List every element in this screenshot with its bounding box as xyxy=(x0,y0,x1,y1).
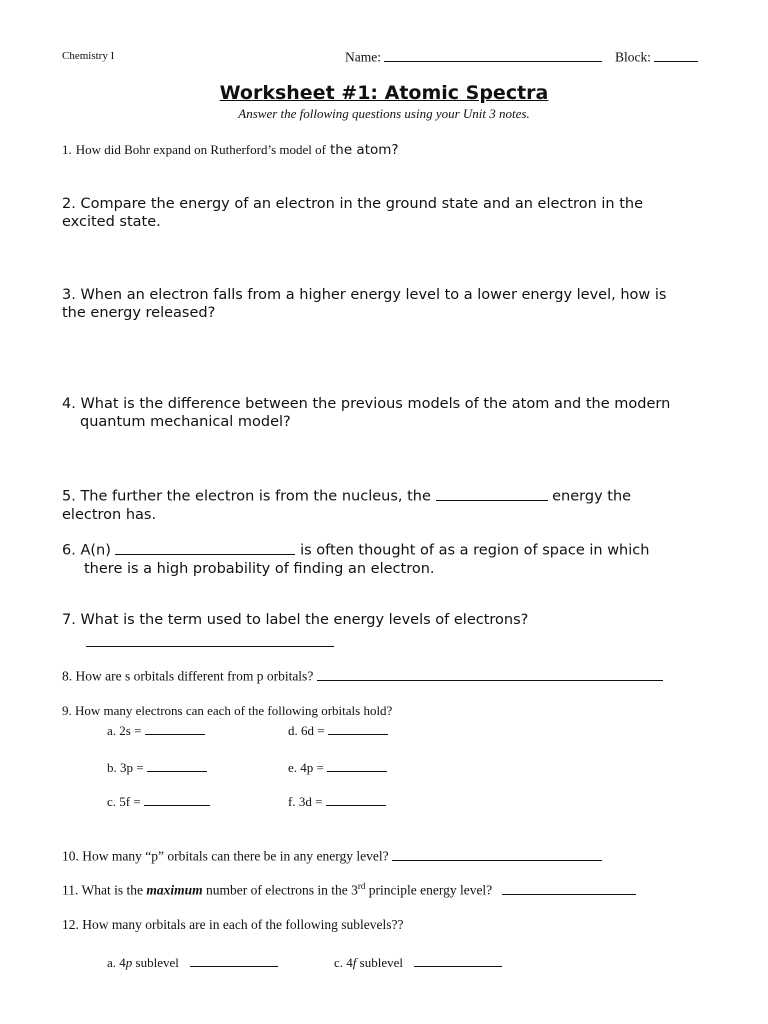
q8-text: 8. How are s orbitals different from p orbitals? xyxy=(62,668,314,684)
q9-e-label: e. 4p = xyxy=(288,760,324,775)
q9-f-label: f. 3d = xyxy=(288,794,323,809)
q12-a-suffix: sublevel xyxy=(132,955,179,970)
block-blank[interactable] xyxy=(654,47,698,62)
q6-text-start: 6. A(n) xyxy=(62,542,111,559)
q2-line1: 2. Compare the energy of an electron in the ground state and an electron in the xyxy=(62,196,643,212)
q3-line1: 3. When an electron falls from a higher energy level to a lower energy level, how is xyxy=(62,287,667,303)
q11-blank[interactable] xyxy=(502,880,636,895)
q9-item-b xyxy=(107,758,207,776)
question-6 xyxy=(62,539,649,578)
course-label: Chemistry I xyxy=(62,50,115,62)
question-7 xyxy=(62,611,528,652)
q1-text-end: the atom? xyxy=(329,142,399,158)
q5-text-start: 5. The further the electron is from the nucleus, the xyxy=(62,488,431,505)
question-2 xyxy=(62,195,643,231)
q11-superscript: rd xyxy=(357,881,366,891)
q9-item-f xyxy=(288,792,386,810)
q6-line2: there is a high probability of finding an electron. xyxy=(84,560,435,577)
q9-b-label: b. 3p = xyxy=(107,760,144,775)
q9-a-label: a. 2s = xyxy=(107,723,142,738)
q9-a-blank[interactable] xyxy=(145,721,205,735)
q12-a-prefix: a. 4 xyxy=(107,955,126,970)
q1-text: How did Bohr expand on Rutherford’s model of xyxy=(75,142,326,157)
q9-item-c xyxy=(107,792,210,810)
q9-c-blank[interactable] xyxy=(144,792,210,806)
q12-c-suffix: sublevel xyxy=(356,955,403,970)
question-9: 9. How many electrons can each of the following orbitals hold? xyxy=(62,703,393,718)
q9-item-a xyxy=(107,721,205,739)
question-3 xyxy=(62,286,666,322)
q8-blank[interactable] xyxy=(317,666,663,681)
q9-d-blank[interactable] xyxy=(328,721,388,735)
block-field[interactable] xyxy=(615,47,698,66)
q10-blank[interactable] xyxy=(392,846,602,861)
q9-item-e xyxy=(288,758,387,776)
block-label: Block: xyxy=(615,49,651,65)
q12-c-var: f xyxy=(352,955,357,970)
page-title: Worksheet #1: Atomic Spectra xyxy=(219,82,549,104)
question-4 xyxy=(62,395,670,431)
q12-item-c xyxy=(334,953,502,971)
q12-c-prefix: c. 4 xyxy=(334,955,353,970)
name-blank[interactable] xyxy=(384,47,602,62)
question-5 xyxy=(62,485,631,524)
name-field[interactable] xyxy=(345,47,602,66)
q9-item-d xyxy=(288,721,388,739)
question-8 xyxy=(62,666,663,685)
q9-b-blank[interactable] xyxy=(147,758,207,772)
page-subtitle: Answer the following questions using your Unit 3 notes. xyxy=(238,106,530,121)
q11-emphasis: maximum xyxy=(146,882,203,898)
q12-a-blank[interactable] xyxy=(190,953,278,967)
q11-text-start: 11. What is the xyxy=(62,882,143,898)
q3-line2: the energy released? xyxy=(62,305,216,321)
q12-c-blank[interactable] xyxy=(414,953,502,967)
q10-text: 10. How many “p” orbitals can there be in any energy level? xyxy=(62,848,389,864)
q11-text-end: principle energy level? xyxy=(368,882,493,898)
q4-line1: 4. What is the difference between the previous models of the atom and the modern xyxy=(62,396,671,412)
q12-item-a xyxy=(107,953,278,971)
q5-line2: electron has. xyxy=(62,506,157,523)
q9-d-label: d. 6d = xyxy=(288,723,325,738)
question-1 xyxy=(62,141,399,159)
q9-f-blank[interactable] xyxy=(326,792,386,806)
q6-blank[interactable] xyxy=(115,539,295,555)
q2-line2: excited state. xyxy=(62,214,161,230)
q12-a-var: p xyxy=(125,955,133,970)
q7-blank[interactable] xyxy=(86,631,334,647)
question-10 xyxy=(62,846,602,865)
question-12: 12. How many orbitals are in each of the following sublevels?? xyxy=(62,917,404,932)
name-label: Name: xyxy=(345,49,381,65)
q1-number: 1. xyxy=(62,142,72,157)
q11-text-mid: number of electrons in the 3 xyxy=(206,882,358,898)
q5-text-end: energy the xyxy=(552,488,632,505)
q4-line2: quantum mechanical model? xyxy=(80,414,291,430)
q5-blank[interactable] xyxy=(436,485,548,501)
question-11 xyxy=(62,880,636,899)
q9-e-blank[interactable] xyxy=(327,758,387,772)
q7-line1: 7. What is the term used to label the energy levels of electrons? xyxy=(62,612,529,628)
q9-c-label: c. 5f = xyxy=(107,794,141,809)
q6-text-end: is often thought of as a region of space in which xyxy=(300,542,650,559)
